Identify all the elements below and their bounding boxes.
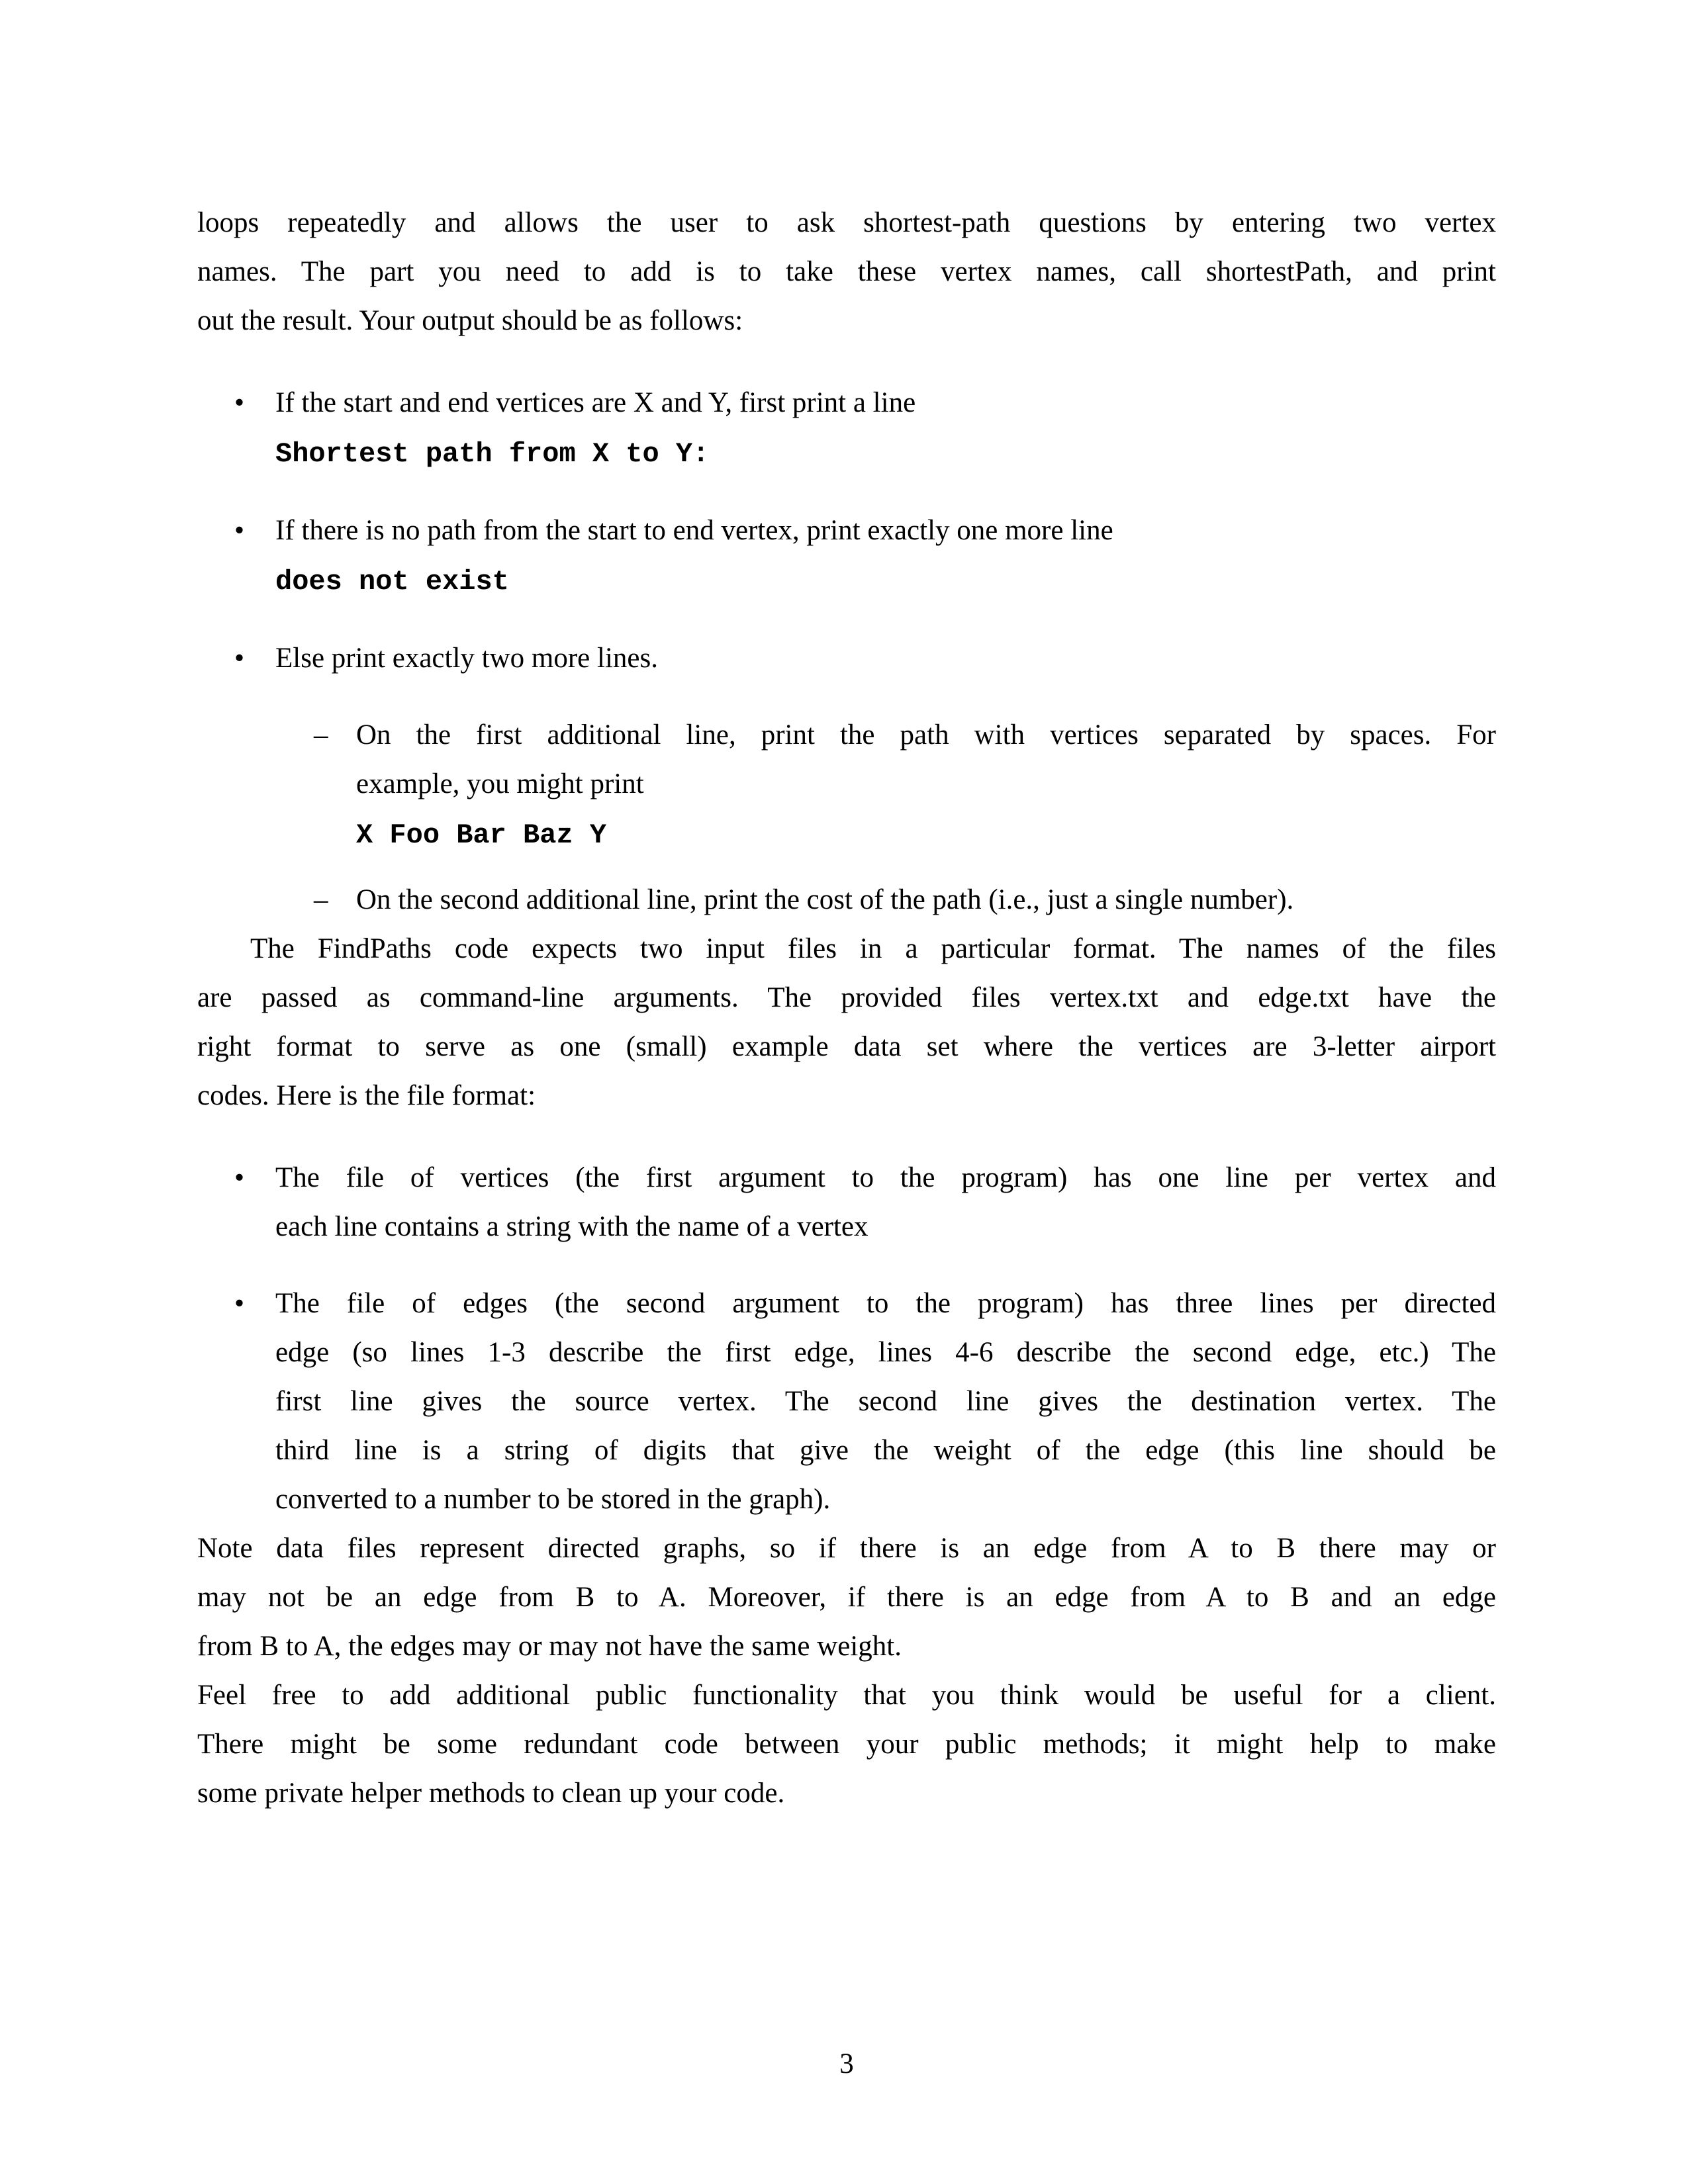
text-line: out the result. Your output should be as follows: <box>197 305 743 336</box>
list-item-text: edge (so lines 1-3 describe the first edge, lines 4-6 describe the second edge, etc.) The <box>275 1337 1496 1368</box>
else-sublist <box>275 711 1496 925</box>
list-item-text: example, you might print <box>356 768 644 799</box>
text-line: may not be an edge from B to A. Moreover, if there is an edge from A to B and an edge <box>197 1582 1496 1613</box>
text-line: from B to A, the edges may or may not have the same weight. <box>197 1631 902 1662</box>
text-line: There might be some redundant code between your public methods; it might help to make <box>197 1729 1496 1760</box>
list-item-text: If there is no path from the start to end vertex, print exactly one more line <box>275 515 1113 546</box>
code-line: does not exist <box>275 566 509 598</box>
list-item <box>234 506 1496 606</box>
list-item <box>314 711 1496 860</box>
notes-paragraph <box>197 1524 1496 1818</box>
page-content <box>197 199 1496 1818</box>
text-line: Note data files represent directed graphs, so if there is an edge from A to B there may or <box>197 1533 1496 1564</box>
file-format-paragraph <box>197 925 1496 1120</box>
text-line: right format to serve as one (small) example data set where the vertices are 3-letter airport <box>197 1031 1496 1062</box>
list-item-text: converted to a number to be stored in the graph). <box>275 1484 831 1515</box>
code-line: Shortest path from X to Y: <box>275 438 710 470</box>
bullet-icon: • <box>234 515 245 546</box>
list-item-text: On the first additional line, print the path with vertices separated by spaces. For <box>356 719 1496 751</box>
bullet-icon: • <box>234 1162 245 1193</box>
list-item <box>234 379 1496 478</box>
file-format-list <box>197 1154 1496 1524</box>
output-format-list <box>197 379 1496 925</box>
bullet-icon: • <box>234 1288 245 1319</box>
list-item <box>234 1279 1496 1524</box>
text-line: Feel free to add additional public functionality that you think would be useful for a client. <box>197 1680 1496 1711</box>
list-item-text: The file of vertices (the first argument to the program) has one line per vertex and <box>275 1162 1496 1193</box>
code-line: X Foo Bar Baz Y <box>356 819 607 851</box>
text-line: some private helper methods to clean up your code. <box>197 1778 785 1809</box>
list-item-text: Else print exactly two more lines. <box>275 643 658 674</box>
list-item <box>234 1154 1496 1251</box>
text-line: loops repeatedly and allows the user to ask shortest-path questions by entering two vertex <box>197 207 1496 238</box>
dash-icon: – <box>314 719 328 751</box>
list-item <box>234 634 1496 925</box>
list-item-text: third line is a string of digits that give the weight of the edge (this line should be <box>275 1435 1496 1466</box>
dash-icon: – <box>314 884 328 915</box>
text-line: names. The part you need to add is to take these vertex names, call shortestPath, and print <box>197 256 1496 287</box>
bullet-icon: • <box>234 387 245 418</box>
page-number: 3 <box>839 2048 854 2079</box>
list-item-text: On the second additional line, print the cost of the path (i.e., just a single number). <box>356 884 1294 915</box>
list-item <box>314 876 1496 925</box>
text-line: are passed as command-line arguments. The provided files vertex.txt and edge.txt have the <box>197 982 1496 1013</box>
list-item-text: each line contains a string with the name of a vertex <box>275 1211 868 1242</box>
list-item-text: The file of edges (the second argument to the program) has three lines per directed <box>275 1288 1496 1319</box>
bullet-icon: • <box>234 643 245 674</box>
text-line: codes. Here is the file format: <box>197 1080 536 1111</box>
list-item-text: If the start and end vertices are X and Y, first print a line <box>275 387 916 418</box>
text-line: The FindPaths code expects two input files in a particular format. The names of the files <box>250 933 1496 964</box>
intro-paragraph <box>197 199 1496 345</box>
list-item-text: first line gives the source vertex. The second line gives the destination vertex. The <box>275 1386 1496 1417</box>
